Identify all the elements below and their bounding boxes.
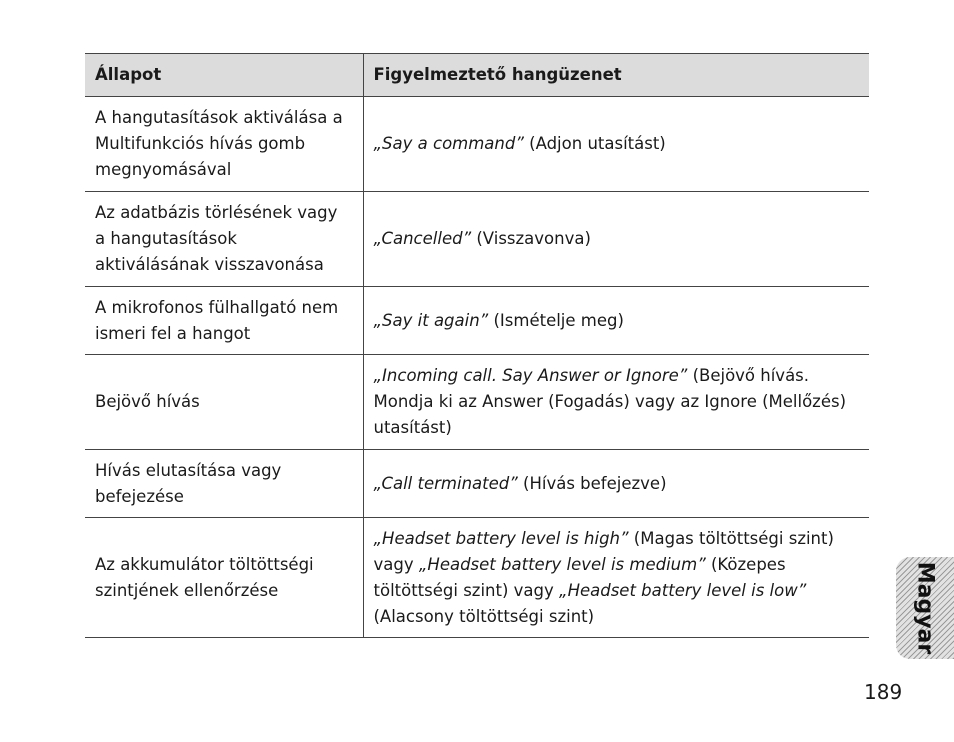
table-row: [85, 287, 869, 355]
message-translation: (Közepes töltöttségi szint) vagy: [373, 554, 786, 600]
message-translation: (Adjon utasítást): [523, 134, 666, 153]
table-header-row: [85, 54, 869, 97]
state-cell: Az akkumulátor töltöttségi szintjének ellenőrzése: [85, 518, 363, 638]
column-header-state: Állapot: [85, 54, 363, 97]
message-cell: [363, 287, 869, 355]
message-quote: „Headset battery level is medium”: [418, 554, 706, 574]
message-translation: (Bejövő hívás. Mondja ki az Answer (Fogadás) vagy az Ignore (Mellőzés) utasítást): [373, 366, 847, 437]
message-cell: [363, 192, 869, 287]
message-cell: [363, 518, 869, 638]
state-cell: Hívás elutasítása vagy befejezése: [85, 450, 363, 518]
language-side-tab: [896, 557, 954, 659]
table-row: [85, 97, 869, 192]
message-quote: „Say it again”: [373, 310, 489, 330]
message-translation: (Visszavonva): [471, 229, 591, 248]
state-cell: A hangutasítások aktiválása a Multifunkciós hívás gomb megnyomásával: [85, 97, 363, 192]
message-translation: (Alacsony töltöttségi szint): [373, 606, 595, 626]
language-tab-label: Magyar: [912, 561, 938, 655]
message-cell: [363, 355, 869, 450]
table-row: [85, 355, 869, 450]
message-quote: „Incoming call. Say Answer or Ignore”: [373, 366, 688, 385]
state-cell: Az adatbázis törlésének vagy a hangutasítások aktiválásának visszavonása: [85, 192, 363, 287]
message-translation: (Ismételje meg): [488, 310, 624, 330]
message-cell: [363, 450, 869, 518]
message-quote: „Headset battery level is high”: [373, 528, 629, 548]
message-quote: „Cancelled”: [373, 229, 472, 248]
message-translation: (Magas töltöttségi szint) vagy: [373, 528, 834, 574]
column-header-message: Figyelmeztető hangüzenet: [363, 54, 869, 97]
message-quote: „Say a command”: [373, 134, 524, 153]
message-quote: „Headset battery level is low”: [559, 580, 807, 600]
table-row: [85, 518, 869, 638]
table-row: [85, 450, 869, 518]
message-cell: [363, 97, 869, 192]
table-row: [85, 192, 869, 287]
message-translation: (Hívás befejezve): [517, 473, 667, 493]
message-quote: „Call terminated”: [373, 473, 518, 493]
voice-prompt-table: [85, 53, 869, 638]
page-number: 189: [864, 680, 903, 704]
state-cell: A mikrofonos fülhallgató nem ismeri fel a hangot: [85, 287, 363, 355]
state-cell: Bejövő hívás: [85, 355, 363, 450]
